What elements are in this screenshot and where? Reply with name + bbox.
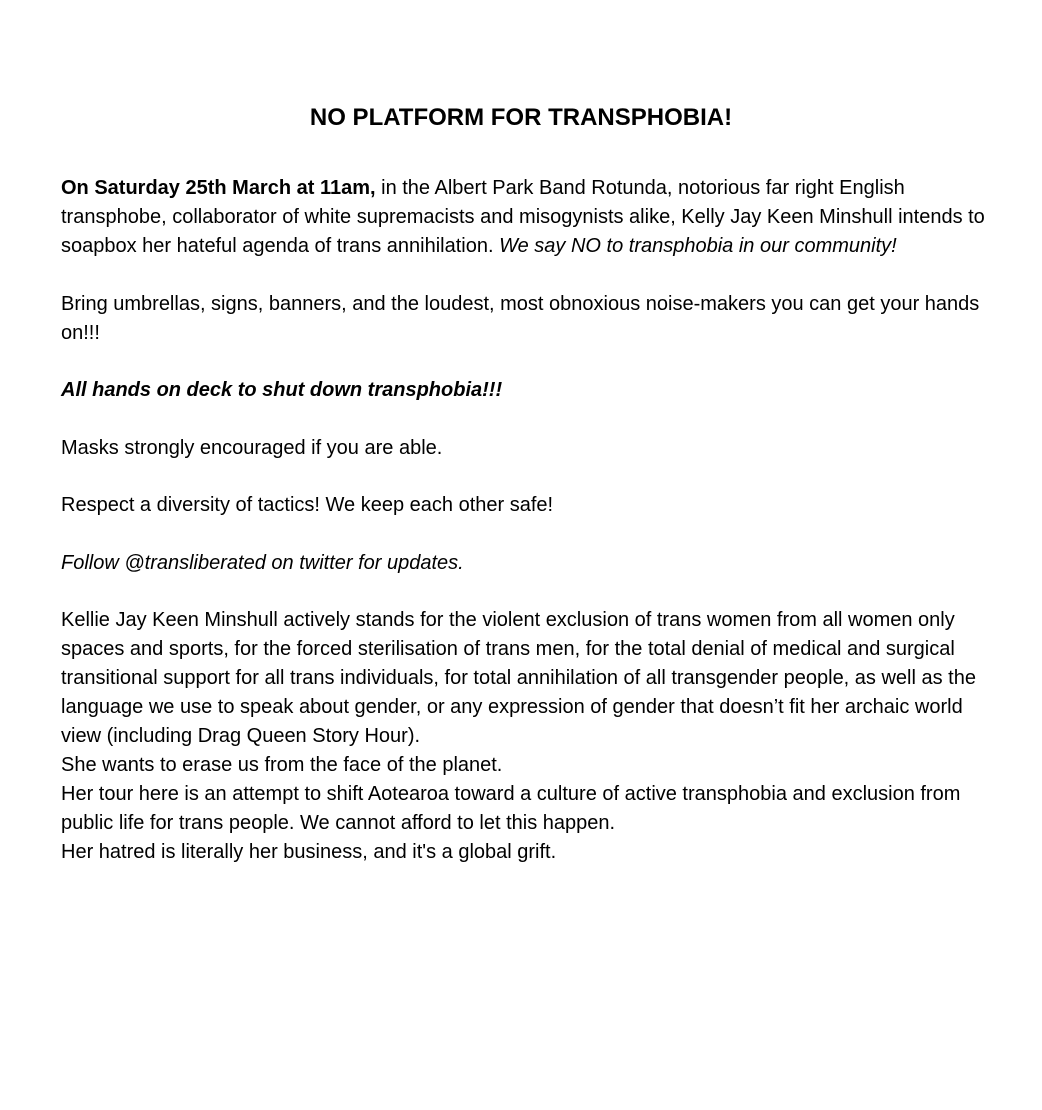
- event-statement: We say NO to transphobia in our community!: [499, 235, 897, 257]
- event-date-lead: On Saturday 25th March at 11am,: [61, 177, 376, 199]
- background-line: Her hatred is literally her business, and it's a global grift.: [61, 841, 557, 863]
- event-description: in the Albert Park Band Rotunda, notorious far right English transphobe, collaborator of white supremacists and misogynists alike, Kelly Jay Keen Minshull intends to soapbox her hateful agenda of trans annihilation.: [61, 177, 985, 257]
- page-title: NO PLATFORM FOR TRANSPHOBIA!: [309, 104, 733, 131]
- tactics-paragraph: Respect a diversity of tactics! We keep each other safe!: [61, 494, 554, 516]
- document-body: [61, 174, 1001, 867]
- follow-paragraph: Follow @transliberated on twitter for updates.: [61, 551, 464, 574]
- call-to-action: All hands on deck to shut down transphobia!!!: [61, 379, 503, 401]
- background-line: Kellie Jay Keen Minshull actively stands for the violent exclusion of trans women from all women only spaces and sports, for the forced sterilisation of trans men, for the total denial of medical and surgical transitional support for all trans individuals, for total annihilation of all transgender people, as well as the language we use to speak about gender, or any expression of gender that doesn’t fit her archaic world view (including Drag Queen Story Hour).: [61, 609, 976, 747]
- event-paragraph: [61, 174, 1001, 261]
- bring-items-paragraph: Bring umbrellas, signs, banners, and the loudest, most obnoxious noise-makers you can get your hands on!!!: [61, 292, 980, 344]
- masks-paragraph: Masks strongly encouraged if you are able.: [61, 436, 443, 459]
- background-paragraph: [61, 606, 1001, 867]
- background-line: Her tour here is an attempt to shift Aotearoa toward a culture of active transphobia and exclusion from public life for trans people. We cannot afford to let this happen.: [61, 783, 961, 834]
- background-line: She wants to erase us from the face of the planet.: [61, 754, 503, 776]
